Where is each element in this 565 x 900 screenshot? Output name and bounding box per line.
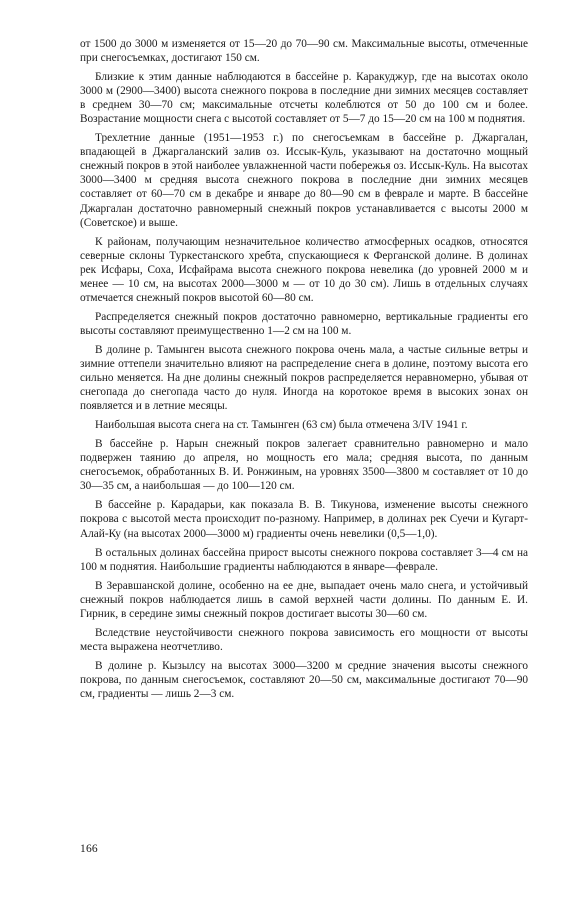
page-number: 166 [80, 843, 98, 855]
paragraph-zeravshan: В Зеравшанской долине, особенно на ее дне, выпадает очень мало снега, и устойчивый снежный покров наблюдается лишь в самой верхней части долины. По данным Е. И. Гирник, в середине зимы снежный покров достигает высоты 30—60 см. [80, 579, 528, 620]
paragraph-other-valleys: В остальных долинах бассейна прирост высоты снежного покрова составляет 3—4 см на 100 м поднятия. Наибольшие градиенты наблюдаются в январе—феврале. [80, 546, 528, 573]
paragraph-tamyngen-max: Наибольшая высота снега на ст. Тамынген (63 см) была отмечена 3/IV 1941 г. [95, 419, 468, 432]
paragraph-karakudzhur: Близкие к этим данные наблюдаются в бассейне р. Каракуджур, где на высотах около 3000 м (2900—3400) высота снежного покрова в последние дни зимних месяцев составляет в среднем 30—70 см; максимальные отсчеты колеблются от 50 до 100 см и более. Возрастание мощности снега с высотой составляет от 5—7 до 15—20 см на 100 м поднятия. [80, 71, 528, 126]
paragraph-kyzylsu: В долине р. Кызылсу на высотах 3000—3200 м средние значения высоты снежного покрова, по данным снегосъемок, составляют 20—50 см, максимальные достигают 70—90 см, градиенты — лишь 2—3 см. [80, 659, 528, 700]
paragraph-karadarya: В бассейне р. Карадарьи, как показала В. В. Тикунова, изменение высоты снежного покрова с высотой места происходит по-разному. Например, в долинах рек Суечи и Кугарт-Алай-Ку (на высотах 2000—3000 м) градиенты очень невелики (0,5—1,0). [80, 499, 528, 540]
paragraph-instability: Вследствие неустойчивости снежного покрова зависимость его мощности от высоты места выражена неотчетливо. [80, 626, 528, 653]
paragraph-turkestan-ridge: К районам, получающим незначительное количество атмосферных осадков, относятся северные склоны Туркестанского хребта, спускающиеся к Ферганской долине. В долинах рек Исфары, Соха, Исфайрама высота снежного покрова невелика (до уровней 2000 м и менее — 10 см, на высотах 2000—3000 м — от 10 до 30 см). Лишь в отдельных случаях отмечается снежный покров высотой 60—80 см. [80, 235, 528, 304]
paragraph-naryn: В бассейне р. Нарын снежный покров залегает сравнительно равномерно и мало подвержен таянию до апреля, но мощность его мала; средняя высота, по данным снегосъемок, обработанных В. И. Ронжиным, на уровнях 3500—3800 м составляет от 10 до 30—35 см, а наибольшая — до 100—120 см. [80, 438, 528, 493]
paragraph-tamyngen: В долине р. Тамынген высота снежного покрова очень мала, а частые сильные ветры и зимние оттепели значительно влияют на распределение снега в долине, поэтому высота его сильно меняется. На дне долины снежный покров распределяется неравномерно, убывая от снегопада до снегопада часто до нуля. Иногда на коротокое время в высоких зонах он появляется и в летние месяцы. [80, 343, 528, 413]
paragraph-distribution: Распределяется снежный покров достаточно равномерно, вертикальные градиенты его высоты составляют преимущественно 1—2 см на 100 м. [80, 310, 528, 337]
paragraph-dzhargalan: Трехлетние данные (1951—1953 г.) по снегосъемкам в бассейне р. Джаргалан, впадающей в Джаргаланский залив оз. Иссык-Куль, указывают на достаточно мощный снежный покров в этой наиболее увлажненной части побережья оз. Иссык-Куль. На высотах 3000—3400 м средняя высота снежного покрова в последние дни зимних месяцев составляет от 60—70 см в декабре и январе до 80—90 см в феврале и марте. В бассейне Джаргалан достаточно равномерный снежный покров устанавливается с высоты 2000 м (Советское) и выше. [80, 132, 528, 229]
body-text [80, 37, 528, 706]
paragraph-continued: от 1500 до 3000 м изменяется от 15—20 до 70—90 см. Максимальные высоты, отмеченные при снегосъемках, достигают 150 см. [80, 38, 528, 65]
